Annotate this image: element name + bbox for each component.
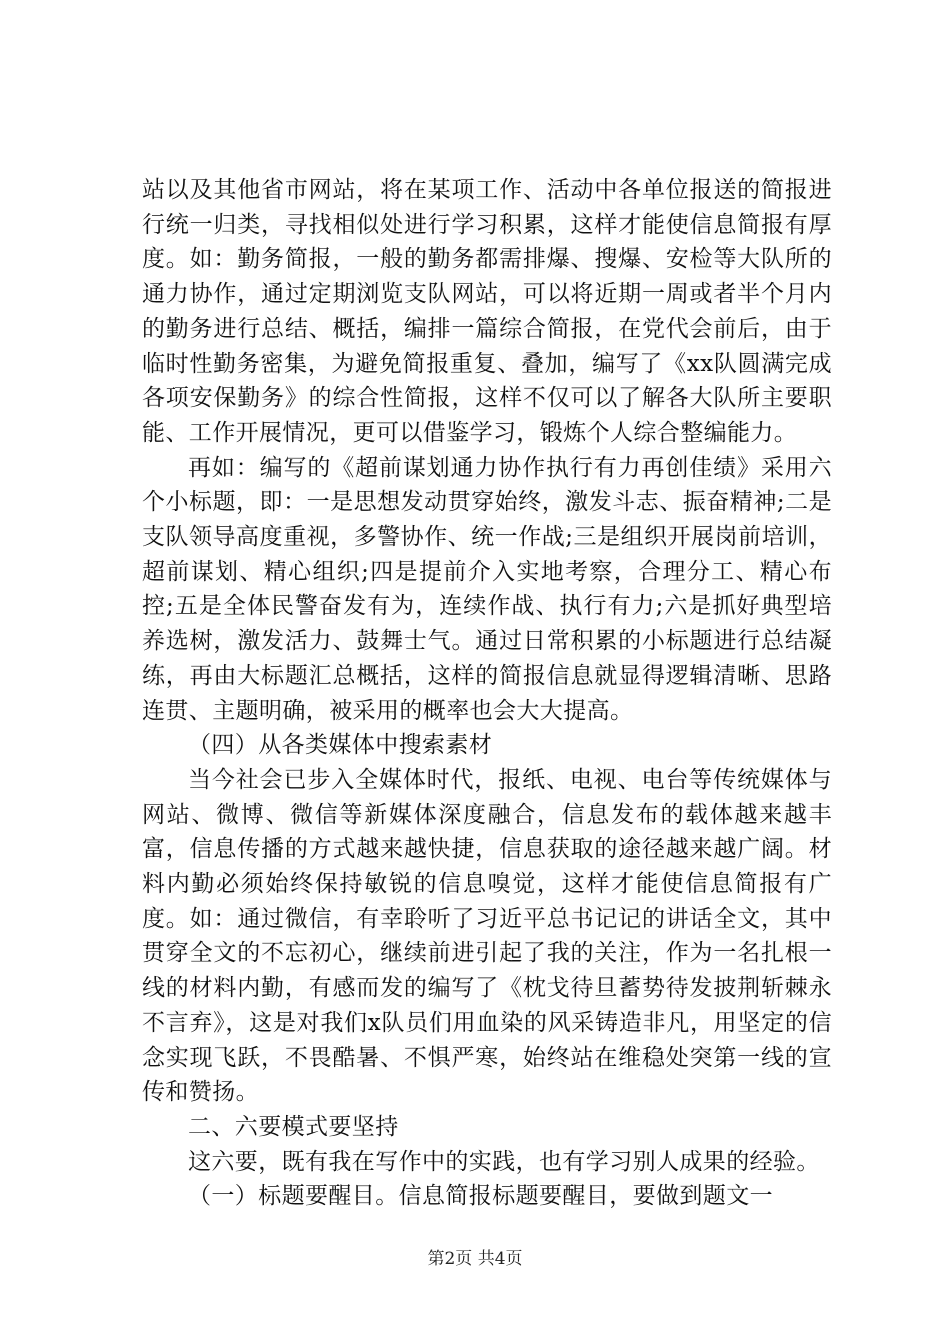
body-text — [142, 173, 832, 1214]
section-heading-4: （四）从各类媒体中搜索素材 — [188, 732, 493, 759]
page-footer: 第2页 共4页 — [427, 1249, 523, 1269]
section-heading-2: 二、六要模式要坚持 — [188, 1113, 399, 1140]
paragraph-1: 站以及其他省市网站，将在某项工作、活动中各单位报送的简报进行统一归类，寻找相似处进行学习积累，这样才能使信息简报有厚度。如：勤务简报，一般的勤务都需排爆、搜爆、安检等大队所的通力协作，通过定期浏览支队网站，可以将近期一周或者半个月内的勤务进行总结、概括，编排一篇综合简报，在党代会前后，由于临时性勤务密集，为避免简报重复、叠加，编写了《xx队圆满完成各项安保勤务》的综合性简报，这样不仅可以了解各大队所主要职能、工作开展情况，更可以借鉴学习，锻炼个人综合整编能力。 — [142, 177, 832, 446]
paragraph-2: 再如：编写的《超前谋划通力协作执行有力再创佳绩》采用六个小标题，即：一是思想发动贯穿始终，激发斗志、振奋精神;二是支队领导高度重视，多警协作、统一作战;三是组织开展岗前培训，超前谋划、精心组织;四是提前介入实地考察，合理分工、精心布控;五是全体民警奋发有为，连续作战、执行有力;六是抓好典型培养选树，激发活力、鼓舞士气。通过日常积累的小标题进行总结凝练，再由大标题汇总概括，这样的简报信息就显得逻辑清晰、思路连贯、主题明确，被采用的概率也会大大提高。 — [142, 454, 832, 724]
paragraph-4: 这六要，既有我在写作中的实践，也有学习别人成果的经验。 — [188, 1148, 820, 1175]
paragraph-3: 当今社会已步入全媒体时代，报纸、电视、电台等传统媒体与网站、微博、微信等新媒体深度融合，信息发布的载体越来越丰富，信息传播的方式越来越快捷，信息获取的途径越来越广阔。材料内勤必须始终保持敏锐的信息嗅觉，这样才能使信息简报有广度。如：通过微信，有幸聆听了习近平总书记记的讲话全文，其中贯穿全文的不忘初心，继续前进引起了我的关注，作为一名扎根一线的材料内勤，有感而发的编写了《枕戈待旦蓄势待发披荆斩棘永不言弃》，这是对我们x队员们用血染的风采铸造非凡，用坚定的信念实现飞跃，不畏酷暑、不惧严寒，始终站在维稳处突第一线的宣传和赞扬。 — [142, 766, 832, 1106]
paragraph-5: （一）标题要醒目。信息简报标题要醒目，要做到题文一 — [188, 1183, 773, 1210]
